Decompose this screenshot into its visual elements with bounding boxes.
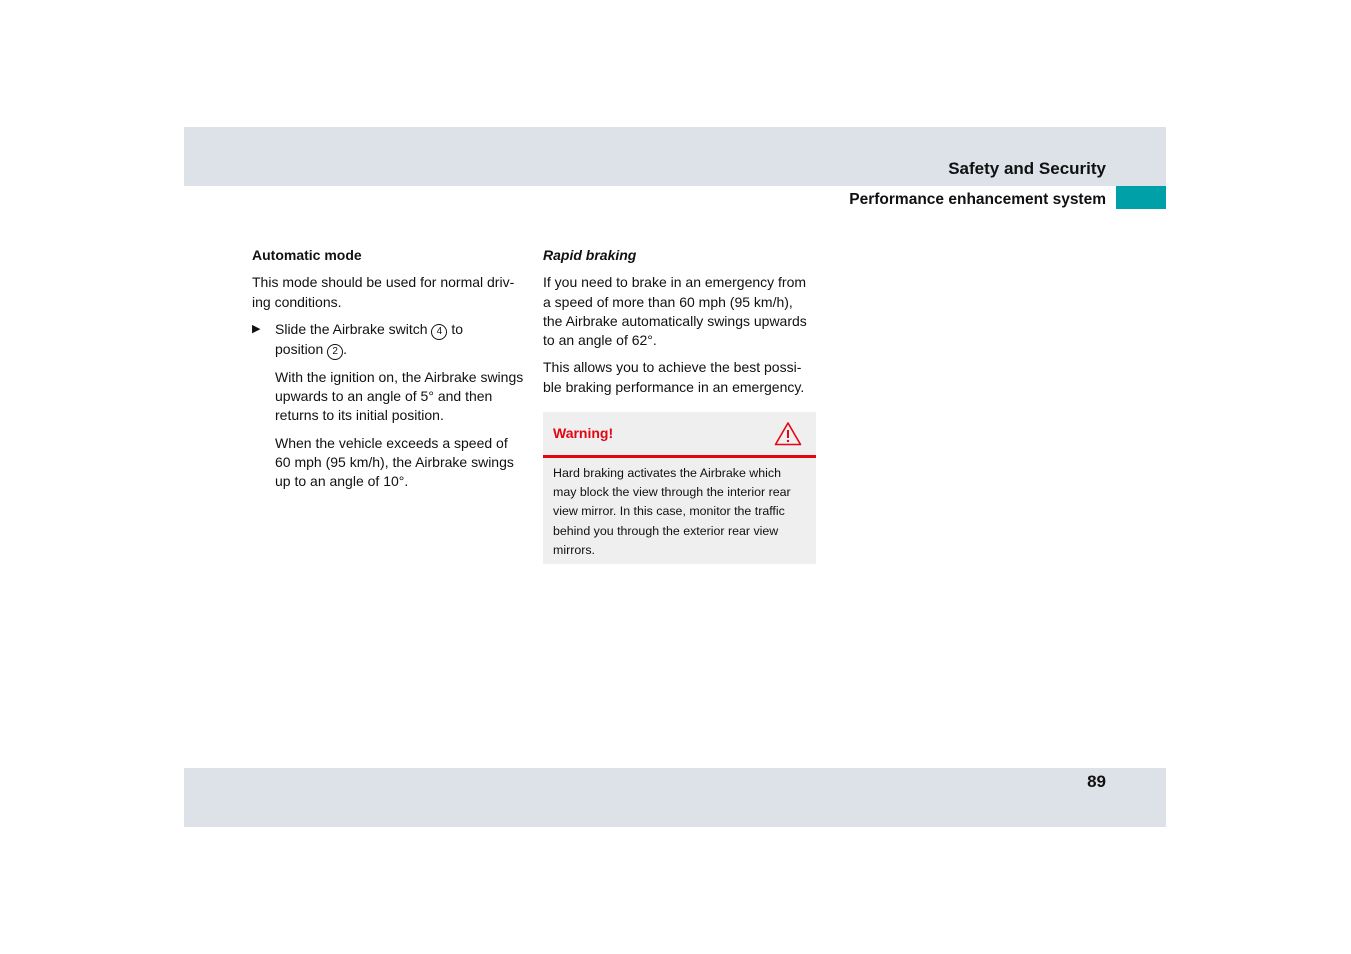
intro-paragraph: This mode should be used for normal driv- ing conditions.: [252, 274, 515, 310]
speed-paragraph: When the vehicle exceeds a speed of 60 mph (95 km/h), the Airbrake swings up to an angle of 10°.: [275, 434, 514, 490]
section-title: Performance enhancement system: [849, 191, 1106, 208]
performance-paragraph: This allows you to achieve the best possi- ble braking performance in an emergency.: [543, 359, 805, 395]
ignition-paragraph: With the ignition on, the Airbrake swings upwards to an angle of 5° and then returns to its initial position.: [275, 368, 524, 424]
warning-text: Hard braking activates the Airbrake which may block the view through the interior rear view mirror. In this case, monitor the traffic behind you through the exterior rear view mirrors.: [553, 466, 791, 557]
position-number-badge: 2: [327, 344, 343, 360]
switch-number-badge: 4: [431, 324, 447, 340]
rapid-braking-paragraph: If you need to brake in an emergency from a speed of more than 60 mph (95 km/h), the Airbrake automatically swings upwards to an angle of 62°.: [543, 274, 807, 349]
warning-triangle-icon: [774, 421, 802, 446]
middle-column: [543, 246, 816, 405]
left-column: [252, 246, 527, 500]
instruction-step: ▶ Slide the Airbrake switch 4 to position 2 .: [252, 320, 527, 360]
page-number: 89: [1087, 772, 1106, 791]
warning-box: [543, 412, 816, 564]
footer-band: [184, 768, 1166, 827]
rapid-braking-heading: Rapid braking: [543, 247, 637, 263]
automatic-mode-heading: Automatic mode: [252, 247, 362, 263]
chapter-title: Safety and Security: [948, 159, 1106, 178]
chapter-tab-marker: [1116, 186, 1166, 209]
step-arrow-icon: ▶: [252, 322, 261, 335]
warning-header: [543, 412, 816, 458]
warning-title: Warning!: [553, 425, 614, 441]
